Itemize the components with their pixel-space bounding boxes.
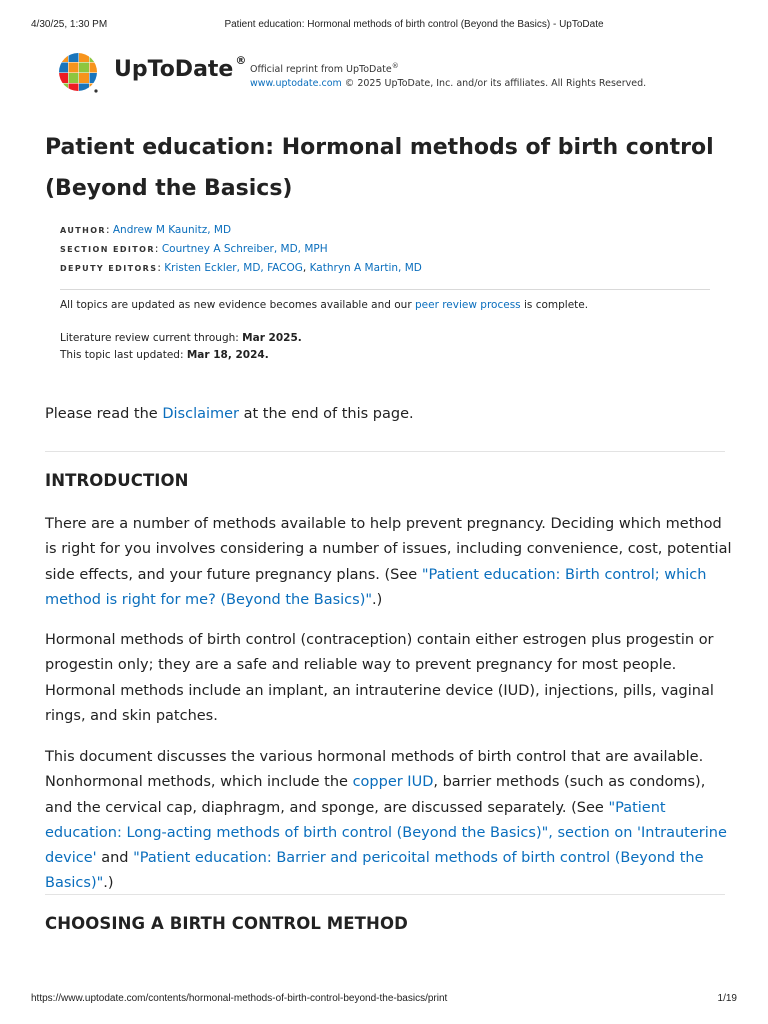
reprint-line: Official reprint from UpToDate (250, 64, 392, 76)
section-divider (45, 894, 725, 895)
update-note: All topics are updated as new evidence becomes available and our peer review process is complete. (60, 299, 589, 311)
page-title: Patient education: Hormonal methods of birth control (Beyond the Basics) (45, 135, 714, 201)
uptodate-brand[interactable] (58, 52, 258, 96)
metadata-divider (60, 289, 710, 290)
print-url: https://www.uptodate.com/contents/hormonal-methods-of-birth-control-beyond-the-basics/print (31, 993, 448, 1004)
deputy-editors-row: DEPUTY EDITORS: Kristen Eckler, MD, FACOG, Kathryn A Martin, MD (60, 262, 422, 274)
page-number: 1/19 (717, 993, 737, 1004)
print-doc-title: Patient education: Hormonal methods of birth control (Beyond the Basics) - UpToDate (224, 19, 604, 30)
last-updated-date: This topic last updated: Mar 18, 2024. (60, 349, 269, 361)
section-editor-row: SECTION EDITOR: Courtney A Schreiber, MD, MPH (60, 243, 328, 255)
copyright-text: © 2025 UpToDate, Inc. and/or its affiliates. All Rights Reserved. (341, 78, 647, 90)
peer-review-link[interactable]: peer review process (414, 299, 521, 311)
section-editor-link[interactable]: Courtney A Schreiber, MD, MPH (161, 243, 328, 255)
deputy-editor-link-2[interactable]: Kathryn A Martin, MD (309, 262, 422, 274)
author-row: AUTHOR: Andrew M Kaunitz, MD (60, 224, 232, 236)
reprint-notice: Official reprint from UpToDate® www.uptodate.com © 2025 UpToDate, Inc. and/or its affiliates. All Rights Reserved. (250, 62, 647, 90)
barrier-methods-link[interactable]: "Patient education: Barrier and pericoital methods of birth control (Beyond the Basics)" (45, 850, 704, 892)
introduction-heading: INTRODUCTION (45, 471, 189, 490)
print-footer (31, 993, 737, 1007)
uptodate-site-link[interactable]: www.uptodate.com (250, 78, 342, 90)
section-divider (45, 451, 725, 452)
long-acting-methods-link[interactable]: "Patient education: Long-acting methods of birth control (Beyond the Basics)", section on 'Intrauterine device' (45, 799, 727, 867)
review-dates (60, 330, 710, 364)
birth-control-choice-link[interactable]: "Patient education: Birth control; which method is right for me? (Beyond the Basics)" (45, 566, 707, 608)
brand-name: UpToDate ® (114, 53, 247, 82)
section-editor-label: SECTION EDITOR (60, 245, 155, 254)
author-link[interactable]: Andrew M Kaunitz, MD (112, 224, 232, 236)
choosing-method-heading: CHOOSING A BIRTH CONTROL METHOD (45, 914, 408, 933)
author-label: AUTHOR (60, 226, 106, 235)
author-metadata (60, 221, 710, 278)
print-datetime: 4/30/25, 1:30 PM (31, 19, 108, 30)
intro-paragraph-2: Hormonal methods of birth control (contraception) contain either estrogen plus progestin or progestin only; they are a safe and reliable way to prevent pregnancy for most people. Hormonal methods include an implant, an intrauterine device (IUD), injections, pills, vaginal rings, and skin patches. (45, 632, 714, 724)
disclaimer-link[interactable]: Disclaimer (162, 406, 240, 422)
literature-review-date: Literature review current through: Mar 2025. (60, 332, 302, 344)
copper-iud-link[interactable]: copper IUD (352, 774, 434, 791)
uptodate-logo-icon (58, 52, 100, 94)
disclaimer-notice: Please read the Disclaimer at the end of this page. (45, 406, 414, 422)
deputy-editor-link-1[interactable]: Kristen Eckler, MD, FACOG (164, 262, 303, 274)
intro-paragraph-1: There are a number of methods available to help prevent pregnancy. Deciding which method is right for you involves considering a number of issues, including convenience, cost, potential side effects, and your future pregnancy plans. (See "Patient education: Birth control; which method is right for me? (Beyond the Basics)".) (45, 516, 732, 608)
print-header (31, 19, 737, 33)
intro-paragraph-3: This document discusses the various hormonal methods of birth control that are available. Nonhormonal methods, which include the copper IUD, barrier methods (such as condoms), and the cervical cap, diaphragm, and sponge, are discussed separately. (See "Patient education: Long-acting methods of birth control (Beyond the Basics)", section on 'Intrauterine device' and "Patient education: Barrier and pericoital methods of birth control (Beyond the Basics)".) (45, 749, 727, 892)
deputy-editors-label: DEPUTY EDITORS (60, 264, 158, 273)
